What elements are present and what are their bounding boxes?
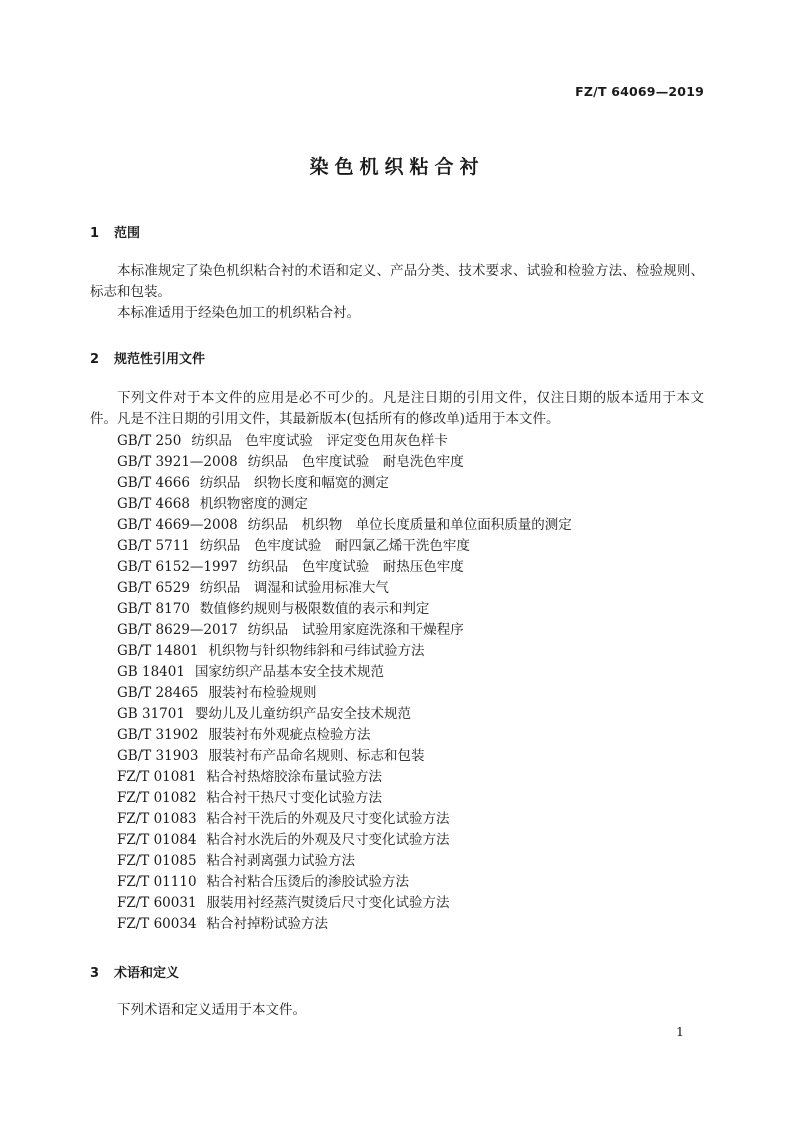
reference-item bbox=[117, 767, 572, 788]
reference-code: GB/T 28465 bbox=[117, 685, 199, 701]
reference-item bbox=[117, 452, 572, 473]
reference-item bbox=[117, 851, 572, 872]
reference-title: 服装衬布检验规则 bbox=[208, 685, 317, 701]
reference-code: FZ/T 01081 bbox=[117, 769, 197, 785]
reference-item bbox=[117, 536, 572, 557]
section-2-paragraph-1: 下列文件对于本文件的应用是必不可少的。凡是注日期的引用文件，仅注日期的版本适用于本文件。凡是不注日期的引用文件，其最新版本(包括所有的修改单)适用于本文件。 bbox=[90, 390, 704, 427]
reference-item bbox=[117, 809, 572, 830]
reference-code: GB/T 5711 bbox=[117, 538, 190, 554]
reference-code: FZ/T 60034 bbox=[117, 916, 197, 932]
reference-title: 粘合衬热熔胶涂布量试验方法 bbox=[206, 769, 383, 785]
reference-item bbox=[117, 641, 572, 662]
section-number: 3 bbox=[90, 966, 100, 981]
reference-item bbox=[117, 431, 572, 452]
reference-title: 纺织品 调湿和试验用标准大气 bbox=[199, 580, 389, 596]
reference-code: GB/T 3921—2008 bbox=[117, 454, 238, 470]
reference-title: 国家纺织产品基本安全技术规范 bbox=[194, 664, 384, 680]
reference-title: 机织物与针织物纬斜和弓纬试验方法 bbox=[208, 643, 425, 659]
reference-code: GB/T 4669—2008 bbox=[117, 517, 238, 533]
section-title: 术语和定义 bbox=[114, 966, 180, 981]
reference-code: GB/T 4668 bbox=[117, 496, 190, 512]
reference-title: 机织物密度的测定 bbox=[199, 496, 308, 512]
reference-item bbox=[117, 620, 572, 641]
reference-item bbox=[117, 578, 572, 599]
section-title: 规范性引用文件 bbox=[114, 352, 206, 367]
reference-title: 粘合衬干洗后的外观及尺寸变化试验方法 bbox=[206, 811, 450, 827]
section-3-paragraph-1: 下列术语和定义适用于本文件。 bbox=[117, 1002, 306, 1018]
reference-title: 婴幼儿及儿童纺织产品安全技术规范 bbox=[194, 706, 411, 722]
reference-title: 粘合衬干热尺寸变化试验方法 bbox=[206, 790, 383, 806]
reference-code: GB/T 8629—2017 bbox=[117, 622, 238, 638]
reference-title: 粘合衬掉粉试验方法 bbox=[206, 916, 329, 932]
reference-code: FZ/T 01082 bbox=[117, 790, 197, 806]
section-title: 范围 bbox=[114, 226, 141, 241]
reference-code: GB/T 31902 bbox=[117, 727, 199, 743]
reference-code: GB/T 8170 bbox=[117, 601, 190, 617]
reference-item bbox=[117, 704, 572, 725]
reference-title: 服装衬布外观疵点检验方法 bbox=[208, 727, 371, 743]
reference-code: GB/T 6152—1997 bbox=[117, 559, 238, 575]
reference-item bbox=[117, 830, 572, 851]
section-3-heading bbox=[90, 962, 179, 981]
reference-item bbox=[117, 599, 572, 620]
reference-title: 纺织品 织物长度和幅宽的测定 bbox=[199, 475, 389, 491]
section-1-heading bbox=[90, 222, 140, 241]
reference-item bbox=[117, 473, 572, 494]
reference-code: GB 31701 bbox=[117, 706, 185, 722]
reference-code: FZ/T 01084 bbox=[117, 832, 197, 848]
reference-title: 纺织品 色牢度试验 评定变色用灰色样卡 bbox=[191, 433, 448, 449]
reference-code: FZ/T 60031 bbox=[117, 895, 197, 911]
document-title: 染色机织粘合衬 bbox=[309, 156, 485, 178]
reference-item bbox=[117, 746, 572, 767]
reference-item bbox=[117, 914, 572, 935]
page-number: 1 bbox=[676, 1024, 684, 1039]
reference-item bbox=[117, 662, 572, 683]
reference-title: 粘合衬剥离强力试验方法 bbox=[206, 853, 356, 869]
reference-item bbox=[117, 557, 572, 578]
section-number: 1 bbox=[90, 226, 100, 241]
reference-code: FZ/T 01083 bbox=[117, 811, 197, 827]
section-number: 2 bbox=[90, 352, 100, 367]
reference-item bbox=[117, 494, 572, 515]
reference-title: 粘合衬水洗后的外观及尺寸变化试验方法 bbox=[206, 832, 450, 848]
section-1-paragraph-1: 本标准规定了染色机织粘合衬的术语和定义、产品分类、技术要求、试验和检验方法、检验规则、标志和包装。 bbox=[90, 263, 704, 300]
reference-code: GB/T 6529 bbox=[117, 580, 190, 596]
reference-code: GB 18401 bbox=[117, 664, 185, 680]
section-2-heading bbox=[90, 348, 205, 367]
reference-item bbox=[117, 872, 572, 893]
reference-code: GB/T 14801 bbox=[117, 643, 199, 659]
reference-code: GB/T 4666 bbox=[117, 475, 190, 491]
reference-title: 纺织品 色牢度试验 耐四氯乙烯干洗色牢度 bbox=[199, 538, 470, 554]
reference-title: 服装用衬经蒸汽熨烫后尺寸变化试验方法 bbox=[206, 895, 450, 911]
reference-item bbox=[117, 515, 572, 536]
reference-code: FZ/T 01110 bbox=[117, 874, 197, 890]
reference-code: FZ/T 01085 bbox=[117, 853, 197, 869]
reference-title: 服装衬布产品命名规则、标志和包装 bbox=[208, 748, 425, 764]
reference-title: 纺织品 色牢度试验 耐热压色牢度 bbox=[247, 559, 464, 575]
reference-title: 数值修约规则与极限数值的表示和判定 bbox=[199, 601, 430, 617]
reference-item bbox=[117, 893, 572, 914]
reference-title: 纺织品 试验用家庭洗涤和干燥程序 bbox=[247, 622, 464, 638]
reference-code: GB/T 250 bbox=[117, 433, 182, 449]
reference-title: 粘合衬粘合压烫后的渗胶试验方法 bbox=[206, 874, 410, 890]
reference-item bbox=[117, 725, 572, 746]
reference-item bbox=[117, 683, 572, 704]
standard-code: FZ/T 64069—2019 bbox=[575, 84, 704, 99]
reference-item bbox=[117, 788, 572, 809]
reference-code: GB/T 31903 bbox=[117, 748, 199, 764]
section-1-paragraph-2: 本标准适用于经染色加工的机织粘合衬。 bbox=[117, 305, 360, 321]
normative-references-list bbox=[117, 431, 572, 935]
reference-title: 纺织品 机织物 单位长度质量和单位面积质量的测定 bbox=[247, 517, 572, 533]
reference-title: 纺织品 色牢度试验 耐皂洗色牢度 bbox=[247, 454, 464, 470]
